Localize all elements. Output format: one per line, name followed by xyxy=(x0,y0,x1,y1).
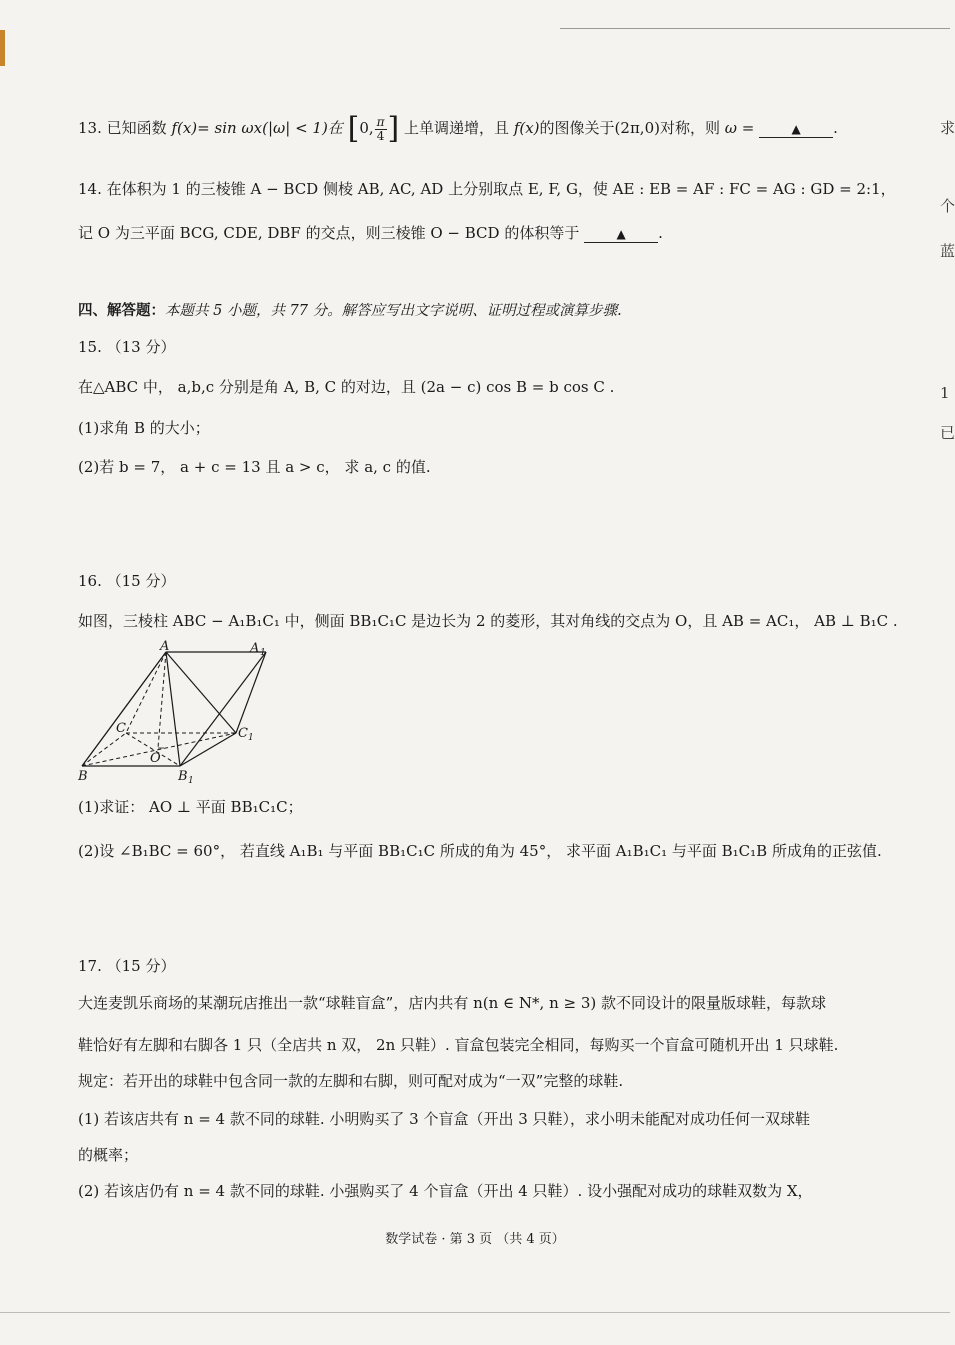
label-C: C xyxy=(116,721,126,736)
edge-AB-dup xyxy=(82,652,166,766)
fraction-pi-over-4: $\frac{\pi}{4}$ xyxy=(376,114,385,143)
edge-A1B1 xyxy=(180,652,266,766)
question-14-line-1: 14. 在体积为 1 的三棱锥 A − BCD 侧棱 AB, AC, AD 上分别取点 E, F, G，使 AE : EB = AF : FC = AG : GD = 2:1， xyxy=(78,180,896,198)
question-17-line-1: 大连麦凯乐商场的某潮玩店推出一款“球鞋盲盒”，店内共有 n(n ∈ N*, n ≥ 3) 款不同设计的限量版球鞋，每款球 xyxy=(78,994,827,1012)
label-O: O xyxy=(150,751,161,766)
edge-AC1 xyxy=(166,652,236,733)
edge-fragment: 已 xyxy=(940,424,955,442)
question-16-part-1: (1)求证： AO ⊥ 平面 BB₁C₁C； xyxy=(78,798,303,816)
question-17-line-3: 规定：若开出的球鞋中包含同一款的左脚和右脚，则可配对成为“一双”完整的球鞋. xyxy=(78,1072,624,1090)
answer-blank: ▲ xyxy=(584,226,658,243)
label-A1-sub: 1 xyxy=(260,648,266,658)
scan-edge-left xyxy=(0,30,5,66)
question-14-line-2: 记 O 为三平面 BCG, CDE, DBF 的交点，则三棱锥 O − BCD 的体积等于 ▲ . xyxy=(78,224,663,242)
edge-B1C1 xyxy=(180,733,236,766)
question-16-header: 16. （15 分） xyxy=(78,572,176,590)
prism-figure xyxy=(78,640,278,790)
label-B: B xyxy=(78,769,88,784)
question-17-line-5: 的概率； xyxy=(78,1146,139,1164)
edge-AC xyxy=(126,652,166,733)
question-17-line-6: (2) 若该店仍有 n = 4 款不同的球鞋. 小强购买了 4 个盲盒（开出 4 只鞋）. 设小强配对成功的球鞋双数为 X， xyxy=(78,1182,813,1200)
question-13: 13. 已知函数 f(x)= sin ωx(|ω| < 1)在 [0, $\frac{\pi}{4}$ ] 上单调递增，且 f(x)的图像关于(2π,0)对称，则 ω = ▲ . xyxy=(78,111,838,146)
label-C1-sub: 1 xyxy=(248,733,254,743)
page-footer: 数学试卷 · 第 3 页 （共 4 页） xyxy=(385,1232,565,1247)
question-15-header: 15. （13 分） xyxy=(78,338,176,356)
label-B1: B xyxy=(178,769,188,784)
section-heading: 四、解答题：本题共 5 小题，共 77 分。解答应写出文字说明、证明过程或演算步骤. xyxy=(78,302,622,319)
question-15-part-1: (1)求角 B 的大小； xyxy=(78,419,210,437)
label-C1: C xyxy=(238,726,248,741)
question-17-line-4: (1) 若该店共有 n = 4 款不同的球鞋. 小明购买了 3 个盲盒（开出 3 只鞋），求小明未能配对成功任何一双球鞋 xyxy=(78,1110,811,1128)
question-16-stem: 如图，三棱柱 ABC − A₁B₁C₁ 中，侧面 BB₁C₁C 是边长为 2 的菱形，其对角线的交点为 O，且 AB = AC₁， AB ⊥ B₁C . xyxy=(78,612,898,630)
question-15-stem: 在△ABC 中， a,b,c 分别是角 A, B, C 的对边，且 (2a − c) cos B = b cos C . xyxy=(78,378,615,396)
edge-fragment: 1 xyxy=(940,384,950,402)
question-17-header: 17. （15 分） xyxy=(78,957,176,975)
label-A1: A xyxy=(250,641,260,656)
question-17-line-2: 鞋恰好有左脚和右脚各 1 只（全店共 n 双， 2n 只鞋）. 盲盒包装完全相同，每购买一个盲盒可随机开出 1 只球鞋. xyxy=(78,1036,839,1054)
edge-A1C1 xyxy=(236,652,266,733)
question-16-part-2: (2)设 ∠B₁BC = 60°， 若直线 A₁B₁ 与平面 BB₁C₁C 所成的角为 45°， 求平面 A₁B₁C₁ 与平面 B₁C₁B 所成角的正弦值. xyxy=(78,842,882,860)
label-A: A xyxy=(160,639,170,654)
scan-edge-bottom xyxy=(0,1312,950,1313)
edge-fragment: 个 xyxy=(940,197,955,215)
answer-blank: ▲ xyxy=(759,121,833,138)
edge-fragment: 求 xyxy=(940,119,955,137)
label-B1-sub: 1 xyxy=(188,776,194,786)
scan-edge-top xyxy=(560,28,950,29)
question-15-part-2: (2)若 b = 7， a + c = 13 且 a > c， 求 a, c 的值. xyxy=(78,458,431,476)
edge-fragment: 蓝 xyxy=(940,242,955,260)
edge-AB1 xyxy=(166,652,180,766)
